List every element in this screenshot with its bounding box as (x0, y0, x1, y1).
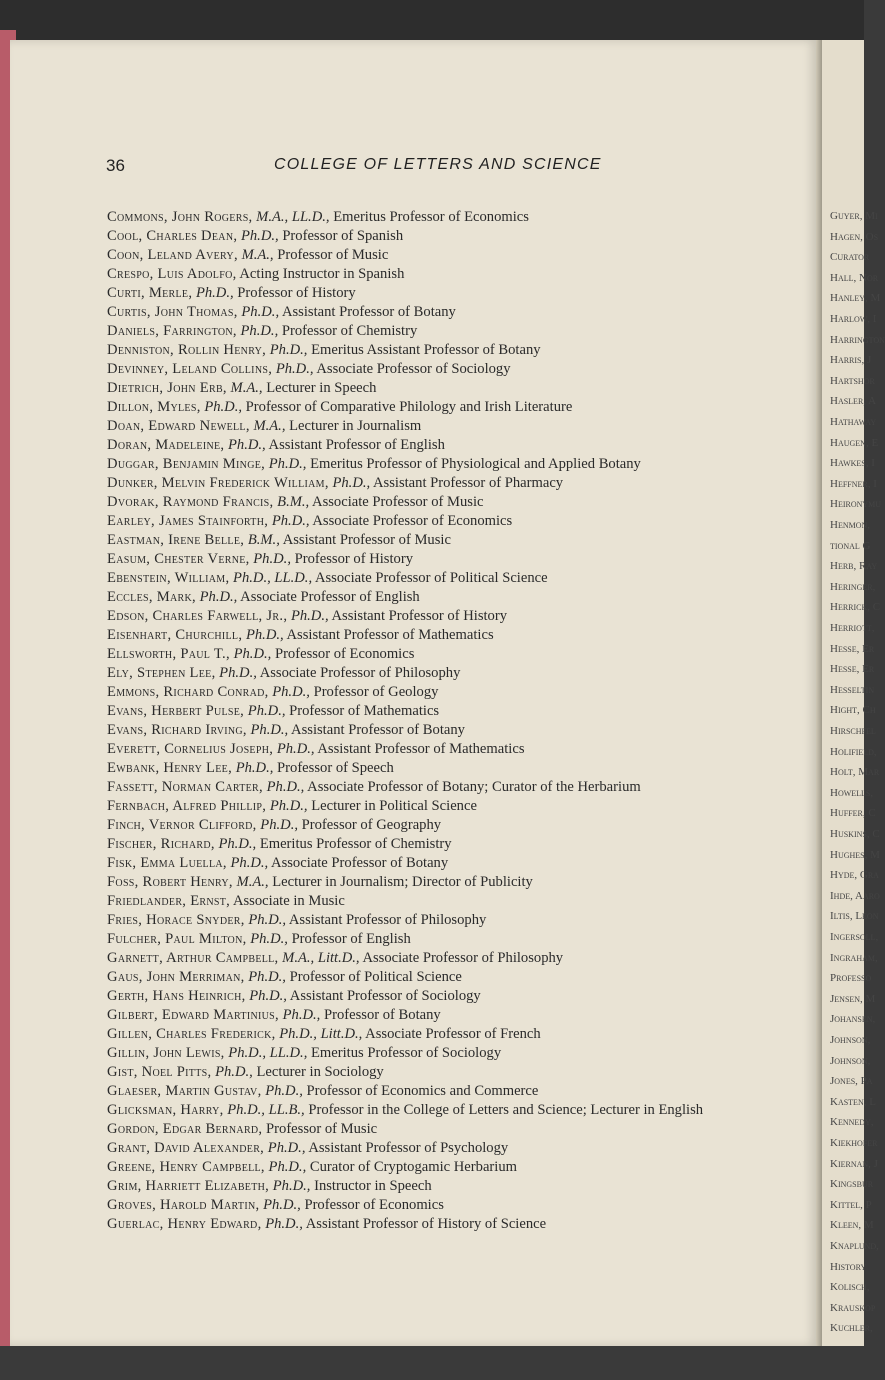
facing-page-fragment: Hathaway (830, 416, 877, 428)
faculty-entry (107, 626, 797, 645)
facing-page-fragment: Johansen, (830, 1013, 876, 1026)
faculty-degree: Ph.D., (219, 665, 257, 681)
faculty-degree: Ph.D., (218, 836, 257, 852)
facing-page-fragment: Harris, J (830, 354, 872, 367)
facing-page-fragment: Harlow, I (830, 313, 877, 325)
facing-page-fragment: Huskins, C (830, 828, 880, 840)
facing-page-fragment: Johnson, (830, 1034, 871, 1046)
faculty-degree: Ph.D., (266, 779, 305, 795)
faculty-entry (107, 246, 797, 265)
faculty-title: Assistant Professor of Sociology (289, 988, 481, 1004)
faculty-entry (107, 1063, 797, 1082)
facing-page-fragment: Jones, Pa (830, 1075, 873, 1088)
faculty-title: Professor of Spanish (282, 228, 404, 244)
faculty-entry (107, 550, 797, 569)
faculty-name: Foss, Robert Henry, (107, 874, 233, 890)
faculty-entry (107, 379, 797, 398)
faculty-degree: Ph.D., (249, 988, 287, 1004)
facing-page-fragment: Hasler, A (830, 395, 877, 408)
faculty-name: Dunker, Melvin Frederick William, (107, 475, 329, 491)
faculty-entry (107, 227, 797, 246)
faculty-entry (107, 873, 797, 892)
faculty-title: Associate Professor of Philosophy (362, 950, 564, 966)
faculty-name: Evans, Herbert Pulse, (107, 703, 245, 719)
faculty-name: Groves, Harold Martin, (107, 1197, 260, 1213)
faculty-entry (107, 740, 797, 759)
facing-page-fragment: Ihde, Aaro (830, 889, 880, 902)
faculty-title: Professor of Geology (313, 684, 439, 700)
faculty-degree: Ph.D., (272, 684, 310, 700)
faculty-entry (107, 569, 797, 588)
facing-page-fragment: Kittel, P (830, 1198, 872, 1211)
faculty-entry (107, 1177, 797, 1196)
faculty-entry (107, 436, 797, 455)
faculty-degree: Ph.D., (282, 1007, 321, 1023)
faculty-title: Lecturer in Political Science (311, 798, 477, 814)
faculty-name: Gillin, John Lewis, (107, 1045, 225, 1061)
facing-page-fragment: Heironymu (830, 498, 882, 511)
faculty-title: Professor of Chemistry (281, 323, 418, 339)
faculty-degree: Ph.D., (241, 304, 280, 320)
faculty-name: Curti, Merle, (107, 285, 193, 301)
faculty-title: Associate Professor of English (240, 589, 420, 605)
facing-page-fragment: Ingraham, (830, 951, 878, 964)
faculty-degree: M.A., (236, 874, 269, 890)
faculty-degree: Ph.D., LL.B., (227, 1102, 305, 1118)
facing-page-fragment: Kasten, L (830, 1095, 876, 1108)
faculty-name: Garnett, Arthur Campbell, (107, 950, 279, 966)
faculty-title: Assistant Professor of Mathematics (286, 627, 494, 643)
faculty-name: Dvorak, Raymond Francis, (107, 494, 274, 510)
faculty-degree: Ph.D., (290, 608, 329, 624)
faculty-name: Grim, Harriett Elizabeth, (107, 1178, 270, 1194)
faculty-name: Devinney, Leland Collins, (107, 361, 273, 377)
faculty-title: Curator of Cryptogamic Herbarium (309, 1159, 517, 1175)
faculty-entry (107, 512, 797, 531)
faculty-name: Ewbank, Henry Lee, (107, 760, 233, 776)
facing-page-fragment: Heffner, I (830, 477, 877, 490)
faculty-entry (107, 493, 797, 512)
faculty-entry (107, 683, 797, 702)
facing-page (822, 40, 885, 1346)
faculty-name: Fassett, Norman Carter, (107, 779, 263, 795)
facing-page-fragment: Hartshor (830, 374, 875, 387)
faculty-name: Daniels, Farrington, (107, 323, 237, 339)
faculty-entry (107, 360, 797, 379)
faculty-title: Professor of Speech (277, 760, 394, 776)
faculty-entry (107, 816, 797, 835)
faculty-entry (107, 531, 797, 550)
faculty-title: Professor of Geography (301, 817, 442, 833)
faculty-entry (107, 455, 797, 474)
faculty-name: Dietrich, John Erb, (107, 380, 227, 396)
faculty-title: Assistant Professor of Botany (291, 722, 465, 738)
faculty-degree: Ph.D., (268, 1159, 307, 1175)
faculty-entry (107, 607, 797, 626)
faculty-title: Associate in Music (232, 893, 345, 909)
faculty-entry (107, 322, 797, 341)
faculty-entry (107, 797, 797, 816)
faculty-name: Coon, Leland Avery, (107, 247, 238, 263)
faculty-title: Assistant Professor of Pharmacy (373, 475, 564, 491)
faculty-degree: Ph.D., (267, 1140, 306, 1156)
faculty-entry (107, 398, 797, 417)
faculty-degree: B.M., (277, 494, 310, 510)
page-number: 36 (106, 156, 125, 175)
faculty-title: Lecturer in Speech (266, 380, 377, 396)
faculty-name: Gordon, Edgar Bernard, (107, 1121, 263, 1137)
faculty-name: Commons, John Rogers, (107, 209, 253, 225)
faculty-name: Eastman, Irene Belle, (107, 532, 245, 548)
faculty-title: Instructor in Speech (314, 1178, 432, 1194)
faculty-name: Ely, Stephen Lee, (107, 665, 216, 681)
faculty-degree: Ph.D., (272, 1178, 311, 1194)
faculty-title: Assistant Professor of Mathematics (317, 741, 525, 757)
faculty-name: Fulcher, Paul Milton, (107, 931, 247, 947)
faculty-entry (107, 968, 797, 987)
faculty-name: Grant, David Alexander, (107, 1140, 265, 1156)
faculty-title: Professor of History (237, 285, 356, 301)
faculty-degree: Ph.D., (265, 1216, 303, 1232)
faculty-name: Glicksman, Harry, (107, 1102, 224, 1118)
faculty-title: Emeritus Professor of Economics (333, 209, 529, 225)
faculty-name: Finch, Vernor Clifford, (107, 817, 257, 833)
faculty-title: Associate Professor of Political Science (314, 570, 548, 586)
faculty-degree: M.A., (230, 380, 263, 396)
faculty-entry (107, 911, 797, 930)
faculty-name: Duggar, Benjamin Minge, (107, 456, 266, 472)
faculty-degree: Ph.D., (276, 741, 315, 757)
faculty-name: Eccles, Mark, (107, 589, 196, 605)
facing-page-fragment: Holifield, (830, 745, 877, 758)
faculty-entry (107, 759, 797, 778)
scanner-bottom-bar (0, 1346, 864, 1380)
facing-page-fragment: Iltis, Leon (830, 910, 879, 923)
faculty-title: Assistant Professor of Music (282, 532, 451, 548)
running-head: COLLEGE OF LETTERS AND SCIENCE (274, 156, 602, 173)
faculty-entry (107, 949, 797, 968)
faculty-entry (107, 1215, 797, 1234)
faculty-title: Professor of Political Science (289, 969, 462, 985)
faculty-entry (107, 930, 797, 949)
faculty-degree: Ph.D., (275, 361, 314, 377)
faculty-degree: Ph.D., (332, 475, 371, 491)
faculty-degree: Ph.D., (235, 760, 274, 776)
faculty-name: Fisk, Emma Luella, (107, 855, 227, 871)
faculty-title: Professor of History (294, 551, 413, 567)
faculty-entry (107, 303, 797, 322)
facing-page-fragment: Harrington (830, 333, 885, 346)
faculty-title: Associate Professor of Philosophy (259, 665, 461, 681)
faculty-name: Doan, Edward Newell, (107, 418, 250, 434)
facing-page-fragment: Knaplund, (830, 1240, 879, 1252)
facing-page-fragment: Curator (830, 251, 870, 264)
faculty-degree: Ph.D., (250, 722, 289, 738)
faculty-entry (107, 1139, 797, 1158)
faculty-title: Professor of Economics (304, 1197, 444, 1213)
facing-page-fragment: Kiekhofer (830, 1137, 878, 1149)
faculty-degree: M.A., Litt.D., (282, 950, 360, 966)
faculty-name: Fischer, Richard, (107, 836, 215, 852)
facing-page-fragment: Huffer, C (830, 807, 876, 820)
faculty-title: Assistant Professor of English (268, 437, 445, 453)
faculty-name: Guerlac, Henry Edward, (107, 1216, 262, 1232)
faculty-title: Associate Professor of Music (312, 494, 484, 510)
faculty-name: Everett, Cornelius Joseph, (107, 741, 274, 757)
faculty-degree: Ph.D., (263, 1197, 301, 1213)
faculty-name: Ebenstein, William, (107, 570, 230, 586)
faculty-title: Professor of Botany (323, 1007, 441, 1023)
faculty-entry (107, 1006, 797, 1025)
faculty-name: Cool, Charles Dean, (107, 228, 238, 244)
facing-page-fragment: Herriott, (830, 622, 875, 634)
facing-page-fragment: Professo (830, 972, 872, 985)
faculty-title: Professor in the College of Letters and Science; Lecturer in English (308, 1102, 704, 1118)
facing-page-fragment: Howells, (830, 786, 874, 799)
faculty-entry (107, 892, 797, 911)
faculty-degree: Ph.D., (227, 437, 266, 453)
faculty-title: Lecturer in Journalism (289, 418, 422, 434)
facing-page-fragment: Hesse, Er (830, 642, 875, 655)
faculty-name: Dillon, Myles, (107, 399, 201, 415)
faculty-name: Denniston, Rollin Henry, (107, 342, 267, 358)
faculty-entry (107, 1120, 797, 1139)
facing-page-fragment: tional G (830, 539, 871, 552)
faculty-name: Fernbach, Alfred Phillip, (107, 798, 267, 814)
facing-page-fragment: Kleen, M (830, 1219, 874, 1232)
faculty-title: Lecturer in Sociology (256, 1064, 384, 1080)
facing-page-fragment: Hesseltin (830, 683, 875, 696)
faculty-entry (107, 987, 797, 1006)
faculty-degree: Ph.D., (240, 323, 279, 339)
faculty-entry (107, 1082, 797, 1101)
faculty-degree: Ph.D., (230, 855, 269, 871)
facing-page-fragment: Hirschfel (830, 725, 876, 737)
faculty-name: Eisenhart, Churchill, (107, 627, 243, 643)
faculty-degree: Ph.D., (268, 456, 307, 472)
faculty-name: Emmons, Richard Conrad, (107, 684, 269, 700)
facing-page-fragment: Holt, Mar (830, 766, 880, 779)
faculty-name: Earley, James Stainforth, (107, 513, 269, 529)
faculty-entry (107, 854, 797, 873)
faculty-title: Professor of Economics and Commerce (306, 1083, 539, 1099)
faculty-degree: Ph.D., (240, 228, 279, 244)
faculty-degree: M.A., (241, 247, 274, 263)
facing-page-fragment: Kennedy, (830, 1116, 874, 1129)
faculty-name: Glaeser, Martin Gustav, (107, 1083, 262, 1099)
faculty-degree: Ph.D., (269, 798, 308, 814)
faculty-entry (107, 645, 797, 664)
faculty-title: Emeritus Professor of Chemistry (259, 836, 452, 852)
faculty-name: Gilbert, Edward Martinius, (107, 1007, 279, 1023)
faculty-entry (107, 1025, 797, 1044)
faculty-title: Professor of Music (277, 247, 389, 263)
faculty-entry (107, 664, 797, 683)
faculty-degree: Ph.D., (195, 285, 234, 301)
faculty-title: Associate Professor of Economics (312, 513, 513, 529)
faculty-degree: Ph.D., (215, 1064, 253, 1080)
faculty-degree: Ph.D., (248, 969, 286, 985)
faculty-entry (107, 1101, 797, 1120)
faculty-degree: Ph.D., (271, 513, 310, 529)
faculty-entry (107, 208, 797, 227)
faculty-degree: Ph.D., (248, 912, 287, 928)
faculty-degree: Ph.D., (253, 551, 291, 567)
faculty-title: Professor of Economics (274, 646, 415, 662)
faculty-degree: Ph.D., (204, 399, 243, 415)
faculty-list (107, 208, 797, 1234)
faculty-title: Associate Professor of Botany; Curator of the Herbarium (307, 779, 641, 795)
faculty-name: Evans, Richard Irving, (107, 722, 247, 738)
faculty-title: Assistant Professor of Botany (281, 304, 456, 320)
faculty-entry (107, 1158, 797, 1177)
faculty-degree: Ph.D., LL.D., (228, 1045, 308, 1061)
faculty-name: Curtis, John Thomas, (107, 304, 238, 320)
facing-page-fragment: Hall, Nor (830, 271, 879, 284)
faculty-entry (107, 835, 797, 854)
faculty-name: Doran, Madeleine, (107, 437, 225, 453)
faculty-degree: Ph.D., (199, 589, 238, 605)
faculty-title: Acting Instructor in Spanish (239, 266, 405, 282)
faculty-degree: Ph.D., (245, 627, 284, 643)
faculty-degree: Ph.D., (250, 931, 288, 947)
faculty-title: Emeritus Professor of Sociology (311, 1045, 502, 1061)
faculty-entry (107, 474, 797, 493)
facing-page-fragment: Guyer, Mi (830, 210, 878, 222)
facing-page-fragment: Kolisch, (830, 1281, 870, 1294)
facing-page-fragment: Hesse, Er (830, 663, 875, 676)
facing-page-fragment: History (830, 1260, 867, 1273)
faculty-name: Fries, Horace Snyder, (107, 912, 245, 928)
faculty-name: Ellsworth, Paul T., (107, 646, 230, 662)
facing-page-fragment: Hyde, Gra (830, 869, 879, 882)
faculty-title: Associate Professor of French (365, 1026, 541, 1042)
faculty-entry (107, 284, 797, 303)
faculty-title: Professor of Mathematics (289, 703, 440, 719)
faculty-name: Easum, Chester Verne, (107, 551, 250, 567)
faculty-entry (107, 721, 797, 740)
faculty-title: Professor of Comparative Philology and Irish Literature (245, 399, 573, 415)
facing-page-fragment: Kuchler, (830, 1322, 873, 1335)
faculty-title: Lecturer in Journalism; Director of Publicity (272, 874, 533, 890)
faculty-entry (107, 588, 797, 607)
facing-page-fragment: Johnson, (830, 1054, 871, 1067)
faculty-degree: Ph.D., (233, 646, 272, 662)
faculty-degree: Ph.D., Litt.D., (279, 1026, 363, 1042)
faculty-entry (107, 341, 797, 360)
facing-page-fragment: Haugen, E (830, 436, 879, 449)
faculty-title: Associate Professor of Sociology (316, 361, 511, 377)
faculty-entry (107, 265, 797, 284)
facing-page-fragment: Henmon, (830, 519, 871, 531)
faculty-name: Greene, Henry Campbell, (107, 1159, 265, 1175)
faculty-title: Associate Professor of Botany (271, 855, 449, 871)
faculty-degree: M.A., LL.D., (256, 209, 330, 225)
facing-page-fragment: Heringer, (830, 580, 876, 593)
faculty-title: Emeritus Professor of Physiological and Applied Botany (310, 456, 641, 472)
facing-page-fragment: Herb, Ray (830, 560, 878, 573)
facing-page-fragment: Hawkes, I (830, 457, 875, 470)
faculty-entry (107, 1196, 797, 1215)
faculty-entry (107, 1044, 797, 1063)
faculty-name: Friedlander, Ernst, (107, 893, 231, 909)
faculty-title: Assistant Professor of Psychology (308, 1140, 509, 1156)
faculty-name: Edson, Charles Farwell, Jr., (107, 608, 288, 624)
facing-page-fragment: Hagen, Os (830, 230, 879, 243)
faculty-title: Professor of English (291, 931, 411, 947)
faculty-entry (107, 702, 797, 721)
faculty-name: Crespo, Luis Adolfo, (107, 266, 237, 282)
faculty-title: Professor of Music (266, 1121, 378, 1137)
facing-page-fragment: Kingsbur (830, 1178, 874, 1191)
faculty-degree: Ph.D., LL.D., (233, 570, 313, 586)
facing-page-fragment: Hanley, M (830, 292, 881, 305)
faculty-title: Assistant Professor of Philosophy (288, 912, 487, 928)
faculty-degree: Ph.D., (247, 703, 286, 719)
faculty-entry (107, 778, 797, 797)
faculty-degree: Ph.D., (260, 817, 298, 833)
faculty-degree: B.M., (247, 532, 280, 548)
facing-page-fragment: Hight, Ch (830, 704, 876, 717)
facing-page-fragment: Kiernan, J (830, 1157, 878, 1170)
facing-page-fragment: Ingersoll, (830, 931, 879, 943)
facing-page-fragment: Jensen, M (830, 992, 876, 1005)
faculty-name: Gist, Noel Pitts, (107, 1064, 212, 1080)
faculty-title: Assistant Professor of History of Science (305, 1216, 547, 1232)
facing-page-fragment: Herrick, C (830, 601, 881, 614)
faculty-degree: M.A., (253, 418, 286, 434)
faculty-title: Assistant Professor of History (331, 608, 508, 624)
faculty-degree: Ph.D., (269, 342, 308, 358)
faculty-entry (107, 417, 797, 436)
faculty-title: Emeritus Assistant Professor of Botany (311, 342, 541, 358)
facing-page-fragment: Hughes, M (830, 848, 880, 861)
faculty-name: Gaus, John Merriman, (107, 969, 245, 985)
faculty-name: Gillen, Charles Frederick, (107, 1026, 276, 1042)
faculty-name: Gerth, Hans Heinrich, (107, 988, 246, 1004)
facing-page-fragment: Krauskop (830, 1301, 876, 1314)
faculty-degree: Ph.D., (265, 1083, 303, 1099)
